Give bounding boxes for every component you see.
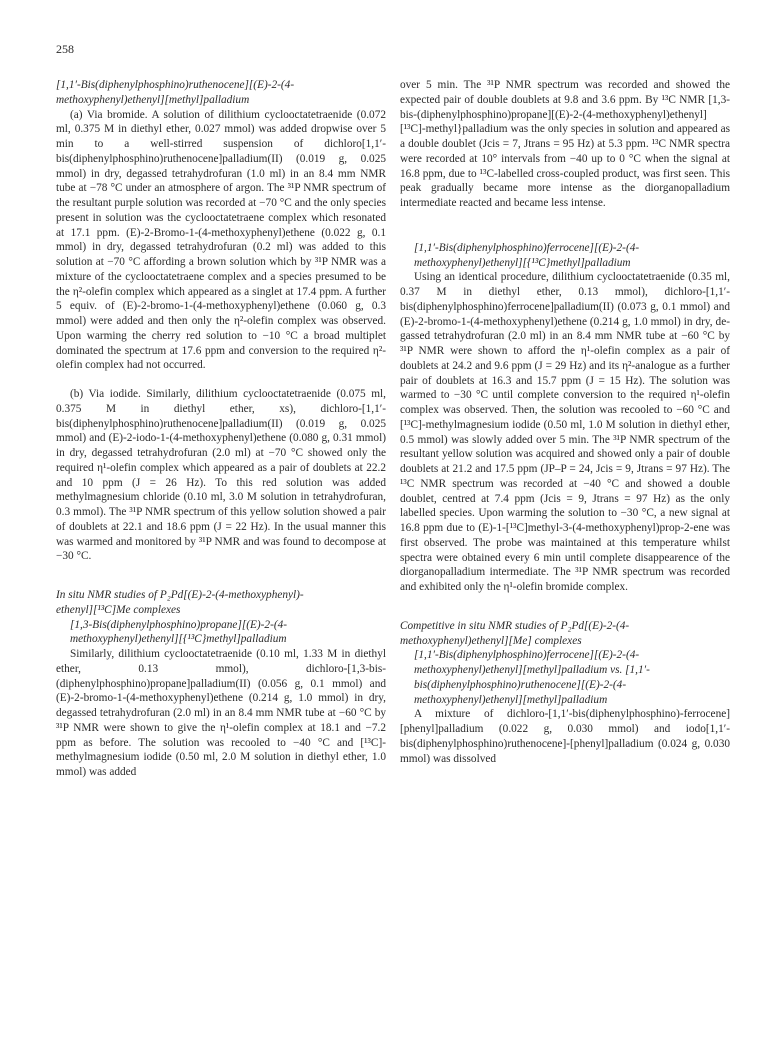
right-column <box>400 78 730 766</box>
section-heading <box>56 588 386 618</box>
heading-line: methoxyphenyl)ethenyl][Me] complexes <box>400 634 582 647</box>
section-heading <box>400 619 730 708</box>
heading-line: ethenyl][¹³C]Me complexes <box>56 603 181 616</box>
subsection-heading <box>400 241 730 271</box>
heading-line: [1,1′-Bis(diphenylphosphino)ferrocene][(E)-2-(4- <box>414 241 640 254</box>
paragraph-dppf-procedure: Using an identical procedure, dilithium cyclooctatetraenide (0.35 ml, 0.37 M in diethyl ether, 0.13 mmol), dichloro-[1,1′-bis(diphenylphosphino)ferrocene]palladium(II) (0.073 g, 0.1 mmol) and (E)-2-bromo-1-(4-methoxyphenyl)ethene (0.214 g, 1.0 mmol) in dry, degassed tetrahydrofuran (2.0 ml) in an 8.4 mm NMR tube at −60 °C by ³¹P NMR were shown to afford the η¹-olefin complex as a pair of doublets at 24.2 and 9.6 ppm (J = 29 Hz) and its η²-analogue as a further pair of doublets at 16.3 and 15.7 ppm (J = 15 Hz). The solution was warmed to −30 °C until complete conversion to the required η¹-olefin complex was observed. Then, the solution was recooled to −60 °C and [¹³C]-methylmagnesium iodide (0.50 ml, 1.0 M solution in diethyl ether, 0.5 mmol) was slowly added over 5 min. The ³¹P NMR spectrum of the resultant yellow solution was acquired and showed only a pair of double doublets at 21.2 and 17.5 ppm (JP–P = 24, Jcis = 9, Jtrans = 97 Hz). The ¹³C NMR spectrum was recorded at −40 °C and showed a double doublet, centred at 7.4 ppm (Jcis = 9, Jtrans = 97 Hz) as the only labelled species. Upon warming the solution to −30 °C, a new signal at 16.8 ppm due to (E)-1-[¹³C]methyl-3-(4-methoxyphenyl)prop-2-ene was first observed. The probe was maintained at this temperature whilst spectra were obtained every 6 min until complete disappearence of the diorganopalladium intermediate. The ³¹P NMR spectrum was recorded and exhibited only the η¹-olefin bromide complex. <box>400 271 730 593</box>
section-heading <box>56 78 386 108</box>
heading-line: [1,3-Bis(diphenylphosphino)propane][(E)-2-(4- <box>70 618 288 631</box>
heading-line: In situ NMR studies of P₂Pd[(E)-2-(4-methoxyphenyl)- <box>56 589 304 601</box>
heading-line: bis(diphenylphosphino)ruthenocene][(E)-2-(4- <box>414 678 627 691</box>
paragraph-via-bromide: (a) Via bromide. A solution of dilithium cyclooctatetraenide (0.072 ml, 0.375 M in diethyl ether, 0.027 mmol) was added dropwise over 5 min to a well-stirred suspension of dichloro[1,1′-bis(diphenylphosphino)ruthenocene]palladium(II) (0.019 g, 0.025 mmol) in dry, degassed tetrahydrofuran (1.0 ml) in an 8.4 mm NMR tube at −78 °C under an atmosphere of argon. The ³¹P NMR spectrum of the resultant purple solution was recorded at −70 °C and the only species present in solution was the cyclooctatetraene complex which resonated at 17.1 ppm. (E)-2-Bromo-1-(4-methoxyphenyl)ethene (0.022 g, 0.1 mmol) in dry, degassed tetrahydrofuran (0.2 ml) was added to this solution at −70 °C affording a brown solution which by ³¹P NMR was a mixture of the cyclooctatetraene complex and a species presumed to be the η²-olefin complex which appeared as a singlet at 17.4 ppm. A further 5 equiv. of (E)-2-bromo-1-(4-methoxyphenyl)ethene (0.060 g, 0.3 mmol) were added and then only the η²-olefin complex was observed. Upon warming the cherry red solution to −10 °C a broad multiplet dominated the spectrum at 17.6 ppm and conversion to the required η²-olefin complex had not occurred. <box>56 108 386 372</box>
heading-line: [1,1′-Bis(diphenylphosphino)ferrocene][(E)-2-(4- <box>414 649 640 662</box>
paragraph-via-iodide: (b) Via iodide. Similarly, dilithium cyclooctatetraenide (0.075 ml, 0.375 M in diethyl ether, xs), dichloro-[1,1′-bis(diphenylphosphino)ruthenocene]palladium(II) (0.019 g, 0.025 mmol) and (E)-2-iodo-1-(4-methoxyphenyl)ethene (0.080 g, 0.31 mmol) in dry, degassed tetrahydrofuran (2.0 ml) at −70 °C showed only the required η¹-olefin complex which appeared as a pair of doublets at 22.2 and 10 ppm (J = 26 Hz). To this red solution was added methylmagnesium chloride (0.10 ml, 3.0 M solution in tetrahydrofuran, 0.3 mmol). The ³¹P NMR spectrum of this yellow solution showed a pair of doublets at 22.1 and 18.6 ppm (J = 22 Hz). In the usual manner this was warmed and monitored by ³¹P NMR and was found to decompose at −30 °C. <box>56 388 386 563</box>
subsection-heading <box>56 618 386 648</box>
paragraph-dppp-procedure: Similarly, dilithium cyclooctatetraenide (0.10 ml, 1.33 M in diethyl ether, 0.13 mmol), dichloro-[1,3-bis-(diphenylphosphino)propane]palladium(II) (0.056 g, 0.1 mmol) and (E)-2-bromo-1-(4-methoxyphenyl)ethene (0.214 g, 1.0 mmol) in dry, degassed tetrahydrofuran (2.0 ml) in an 8.4 mm NMR tube at −60 °C by ³¹P NMR were shown to give the η¹-olefin complex at 18.1 and −7.2 ppm as before. The solution was recooled to −40 °C and [¹³C]-methylmagnesium iodide (0.50 ml, 2.0 M solution in diethyl ether, 1.0 mmol) was added <box>56 648 386 778</box>
heading-line: [1,1′-Bis(diphenylphosphino)ruthenocene][(E)-2-(4- <box>56 79 295 91</box>
page-number: 258 <box>56 42 74 56</box>
left-column <box>56 78 386 780</box>
heading-line: Competitive in situ NMR studies of P₂Pd[(E)-2-(4- <box>400 619 630 632</box>
heading-line: methoxyphenyl)ethenyl][{¹³C}methyl]palladium <box>70 633 287 646</box>
paragraph-dppp-continued: over 5 min. The ³¹P NMR spectrum was recorded and showed the expected pair of double doublets at 9.8 and 3.6 ppm. By ¹³C NMR [1,3-bis-(diphenylphosphino)propane][(E)-2-(4-methoxyphenyl)ethenyl][¹³C]-methyl}palladium was the only species in solution and appeared as a double doublet (Jcis = 7, Jtrans = 95 Hz) at 5.3 ppm. ¹³C NMR spectra were recorded at 10° intervals from −40 up to 0 °C when the signal at 16.8 ppm, due to ¹³C-labelled cross-coupled product, was first seen. This peak gradually became more intense as the diorganopalladium intermediate reacted and became less intense. <box>400 79 730 209</box>
paragraph-competitive-procedure: A mixture of dichloro-[1,1′-bis(diphenylphosphino)-ferrocene][phenyl]palladium (0.022 g, 0.030 mmol) and iodo[1,1′-bis(diphenylphosphino)ruthenocene]-[phenyl]palladium (0.024 g, 0.030 mmol) was dissolved <box>400 708 730 765</box>
heading-line: methoxyphenyl)ethenyl][methyl]palladium vs. [1,1′- <box>414 664 650 676</box>
heading-line: methoxyphenyl)ethenyl][methyl]palladium <box>414 693 608 706</box>
heading-line: methoxyphenyl)ethenyl][{¹³C}methyl]palladium <box>414 256 631 269</box>
heading-line: methoxyphenyl)ethenyl][methyl]palladium <box>56 93 250 106</box>
